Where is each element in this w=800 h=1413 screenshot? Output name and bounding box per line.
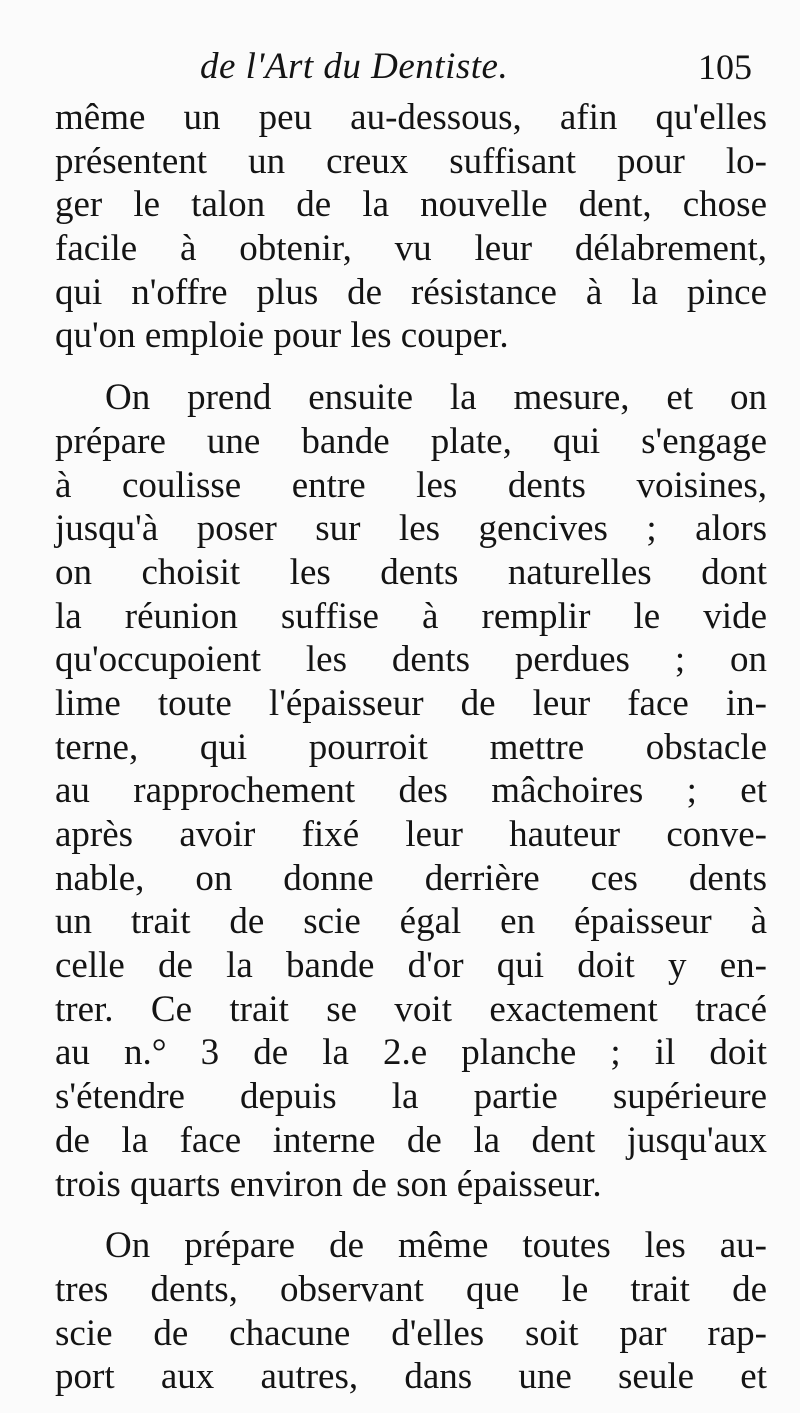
text-line: trois quarts environ de son épaisseur. [55,1163,602,1205]
text-line: la réunion suffise à remplir le vide [55,595,767,637]
text-line: qu'on emploie pour les couper. [55,315,509,357]
text-line: celle de la bande d'or qui doit y en- [55,945,767,987]
text-line: trer. Ce trait se voit exactement tracé [55,988,767,1030]
text-line: présentent un creux suffisant pour lo- [55,140,767,182]
text-line: scie de chacune d'elles soit par rap- [55,1312,767,1354]
running-title: de l'Art du Dentiste. [200,46,509,87]
text-line: qui n'offre plus de résistance à la pince [55,271,767,313]
text-line: On prépare de même toutes les au- [105,1225,767,1267]
page-header [200,42,760,92]
text-line: s'étendre depuis la partie supérieure [55,1076,767,1118]
text-line: un trait de scie égal en épaisseur à [55,901,767,943]
text-line: au n.° 3 de la 2.e planche ; il doit [55,1032,767,1074]
text-line: facile à obtenir, vu leur délabrement, [55,228,767,270]
paragraph [55,376,767,1206]
paragraph [55,1224,767,1399]
text-line: au rapprochement des mâchoires ; et [55,770,767,812]
text-line: après avoir fixé leur hauteur conve- [55,814,767,855]
text-line: prépare une bande plate, qui s'engage [55,420,767,462]
paragraph [55,96,767,358]
page-number: 105 [698,47,752,87]
text-line: à coulisse entre les dents voisines, [55,464,767,506]
text-line: On prend ensuite la mesure, et on [105,377,767,419]
text-line: nable, on donne derrière ces dents [55,857,767,899]
body-text [55,96,767,1399]
text-line: port aux autres, dans une seule et [55,1356,767,1398]
text-line: on choisit les dents naturelles dont [55,551,767,593]
text-line: de la face interne de la dent jusqu'aux [55,1119,767,1161]
text-line: tres dents, observant que le trait de [55,1268,767,1310]
text-line: jusqu'à poser sur les gencives ; alors [55,508,767,550]
text-line: lime toute l'épaisseur de leur face in- [55,682,767,724]
text-line: terne, qui pourroit mettre obstacle [55,726,767,768]
text-line: qu'occupoient les dents perdues ; on [55,639,767,681]
text-line: même un peu au-dessous, afin qu'elles [55,97,767,138]
text-line: ger le talon de la nouvelle dent, chose [55,184,767,226]
